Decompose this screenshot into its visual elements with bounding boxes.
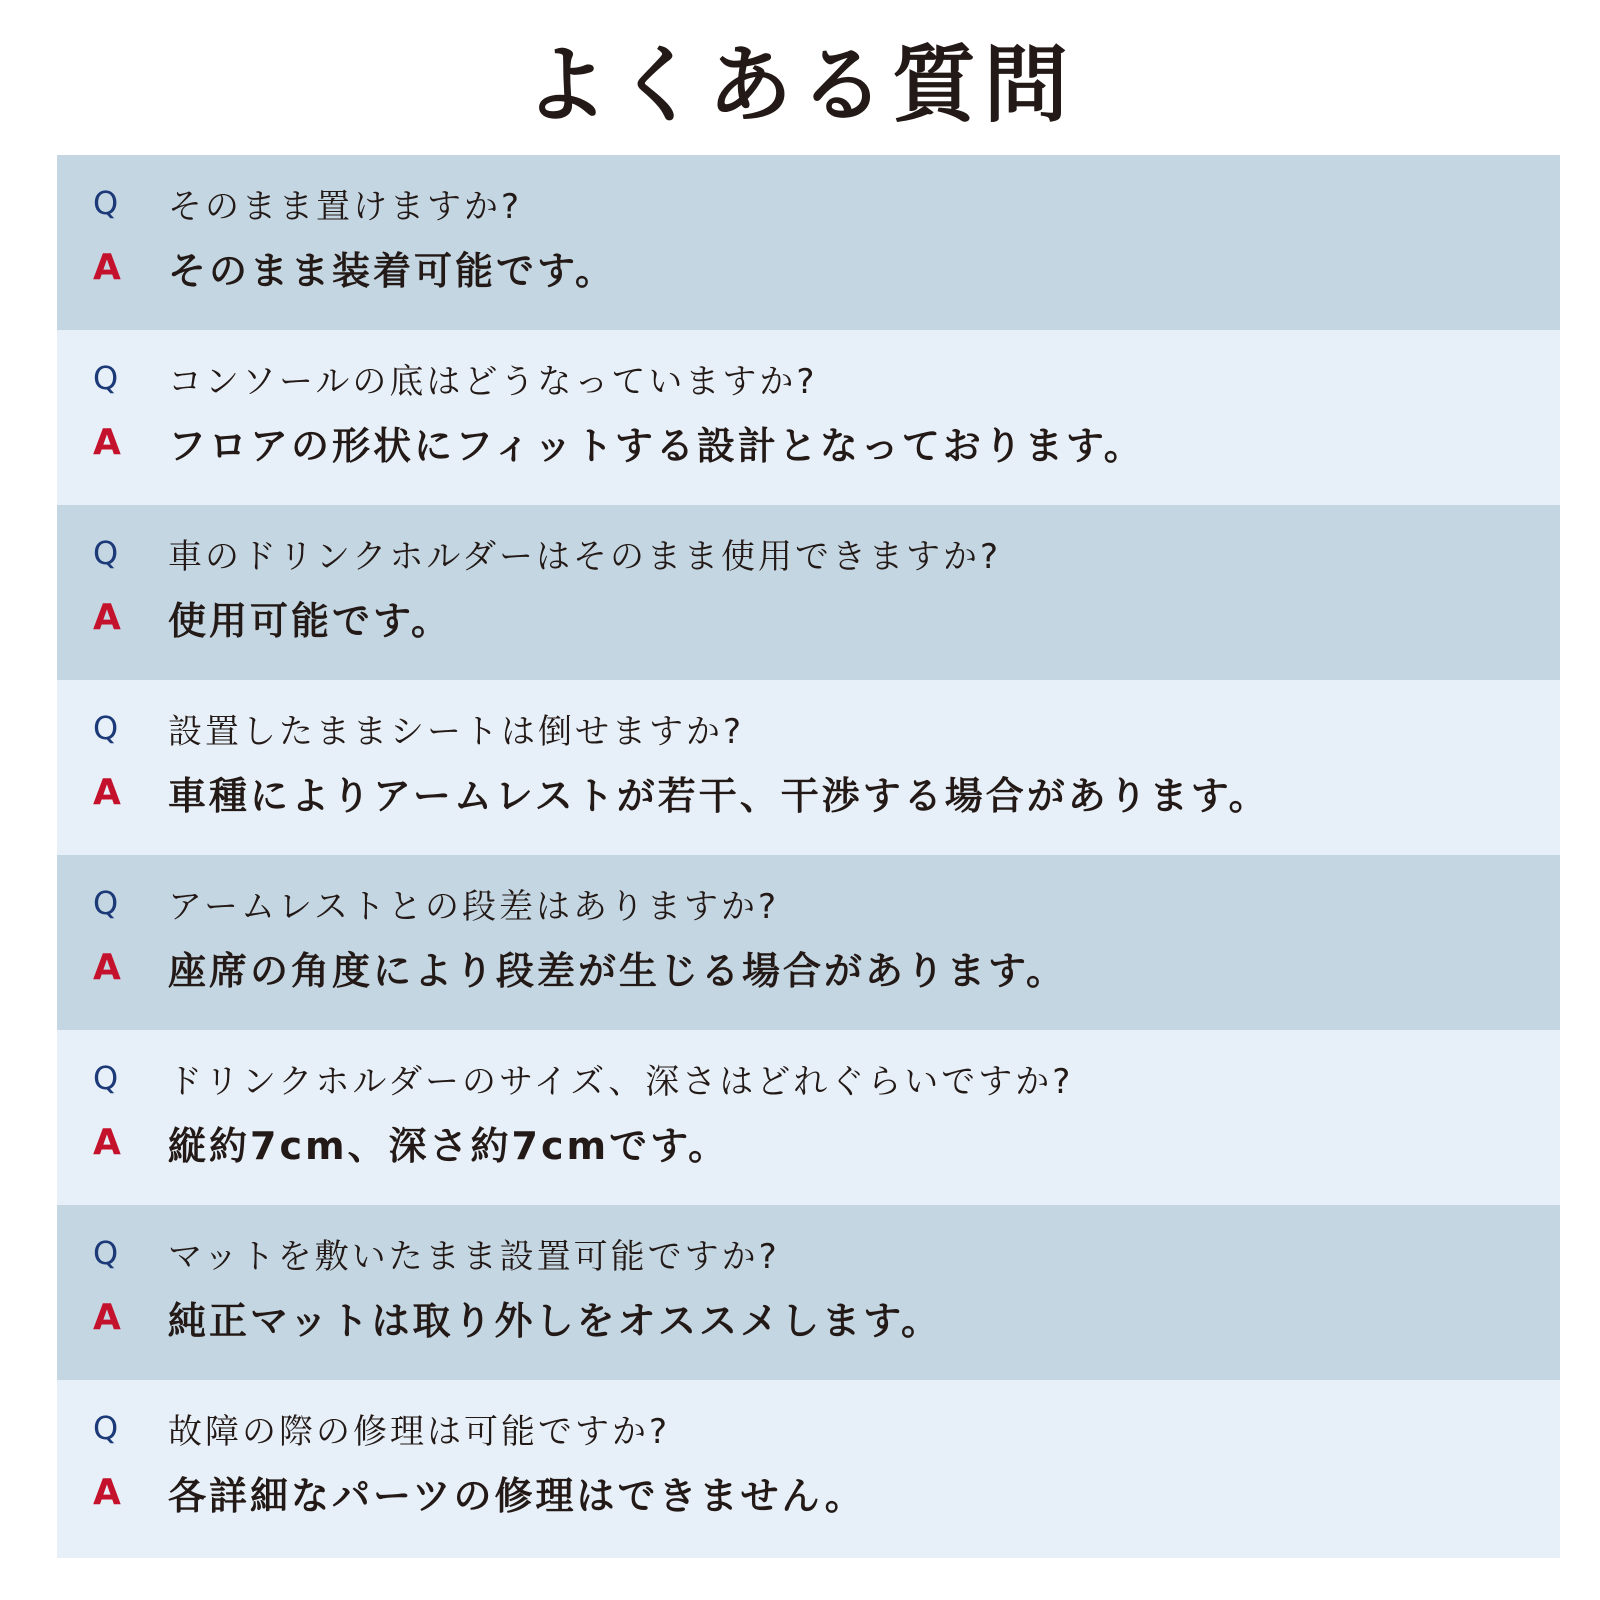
- a-mark: A: [93, 596, 121, 638]
- a-mark: A: [93, 246, 121, 288]
- question-text: ドリンクホルダーのサイズ、深さはどれぐらいですか?: [168, 1061, 1074, 1102]
- answer-text: 縦約7cm、深さ約7cmです。: [168, 1123, 730, 1168]
- question-row: [93, 531, 1540, 575]
- answer-row: [93, 414, 1540, 470]
- question-row: [93, 881, 1540, 925]
- answer-text: 各詳細なパーツの修理はできません。: [168, 1473, 866, 1518]
- answer-row: [93, 764, 1540, 820]
- answer-text: そのまま装着可能です。: [168, 248, 616, 293]
- a-mark: A: [93, 946, 121, 988]
- question-text: マットを敷いたまま設置可能ですか?: [168, 1236, 780, 1277]
- answer-text: フロアの形状にフィットする設計となっております。: [168, 423, 1145, 468]
- answer-row: [93, 1464, 1540, 1520]
- faq-item: [57, 680, 1560, 855]
- q-mark: Q: [93, 709, 119, 747]
- a-mark: A: [93, 771, 121, 813]
- a-mark: A: [93, 421, 121, 463]
- q-mark: Q: [93, 1234, 119, 1272]
- faq-item: [57, 855, 1560, 1030]
- question-row: [93, 1406, 1540, 1450]
- faq-item: [57, 155, 1560, 330]
- a-mark: A: [93, 1121, 121, 1163]
- answer-text: 座席の角度により段差が生じる場合があります。: [168, 948, 1067, 993]
- question-text: そのまま置けますか?: [168, 186, 523, 227]
- answer-row: [93, 1289, 1540, 1345]
- faq-item: [57, 505, 1560, 680]
- q-mark: Q: [93, 359, 119, 397]
- q-mark: Q: [93, 1059, 119, 1097]
- faq-item: [57, 1030, 1560, 1205]
- question-text: 車のドリンクホルダーはそのまま使用できますか?: [168, 536, 1002, 577]
- q-mark: Q: [93, 1409, 119, 1447]
- answer-text: 車種によりアームレストが若干、干渉する場合があります。: [168, 773, 1270, 818]
- answer-row: [93, 589, 1540, 645]
- q-mark: Q: [93, 184, 119, 222]
- answer-row: [93, 939, 1540, 995]
- question-row: [93, 356, 1540, 400]
- faq-item: [57, 1380, 1560, 1558]
- question-text: 故障の際の修理は可能ですか?: [168, 1411, 671, 1452]
- answer-text: 純正マットは取り外しをオススメします。: [168, 1298, 943, 1343]
- a-mark: A: [93, 1296, 121, 1338]
- faq-list: [57, 155, 1560, 1558]
- answer-row: [93, 1114, 1540, 1170]
- question-text: 設置したままシートは倒せますか?: [168, 711, 745, 752]
- faq-item: [57, 1205, 1560, 1380]
- question-row: [93, 1231, 1540, 1275]
- a-mark: A: [93, 1471, 121, 1513]
- question-text: アームレストとの段差はありますか?: [168, 886, 780, 927]
- q-mark: Q: [93, 534, 119, 572]
- question-row: [93, 706, 1540, 750]
- answer-text: 使用可能です。: [168, 598, 452, 643]
- question-text: コンソールの底はどうなっていますか?: [168, 361, 818, 402]
- answer-row: [93, 239, 1540, 295]
- page-title: よくある質問: [523, 36, 1076, 134]
- question-row: [93, 1056, 1540, 1100]
- faq-item: [57, 330, 1560, 505]
- q-mark: Q: [93, 884, 119, 922]
- question-row: [93, 181, 1540, 225]
